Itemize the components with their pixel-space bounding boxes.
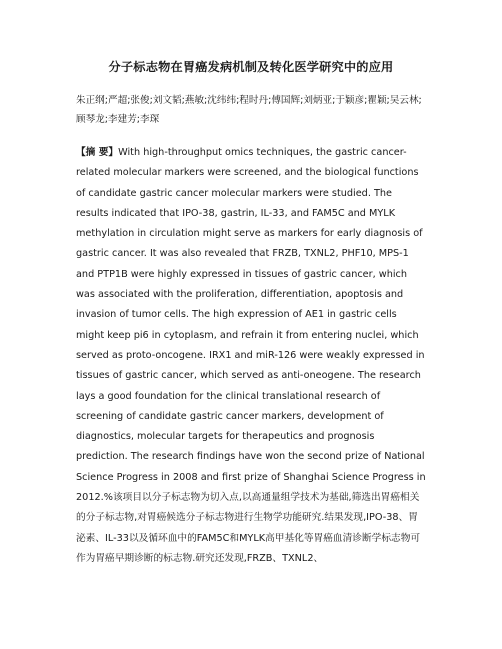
abstract-text: With high-throughput omics techniques, the gastric cancer-related molecular markers were screened, and the biological functions of candidate gastric cancer molecular markers were studied. The results indicated that IPO-38, gastrin, IL-33, and FAM5C and MYLK methylation in circulation might serve as markers for early diagnosis of gastric cancer. It was also revealed that FRZB, TXNL2, PHF10, MPS-1 and PTP1B were highly expressed in tissues of gastric cancer, which was associated with the proliferation, differentiation, apoptosis and invasion of tumor cells. The high expression of AE1 in gastric cells might keep pi6 in cytoplasm, and refrain it from entering nuclei, which served as proto-oncogene. IRX1 and miR-126 were weakly expressed in tissues of gastric cancer, which served as anti-oneogene. The research lays a good foundation for the clinical translational research of screening of candidate gastric cancer markers, development of diagnostics, molecular targets for therapeutics and prognosis prediction. The research findings have won the second prize of National Science Progress in 2008 and first prize of Shanghai Science Progress in 2012.%该项目以分子标志物为切入点,以高通量组学技术为基础,筛选出胃癌相关的分子标志物,对胃癌候选分子标志物进行生物学功能研究.结果发现,IPO-38、胃泌素、IL-33以及循环血中的FAM5C和MYLK高甲基化等胃癌血清诊断学标志物可作为胃癌早期诊断的标志物.研究还发现,FRZB、TXNL2、 bbox=[76, 147, 426, 564]
abstract-label: 【摘 要】 bbox=[76, 147, 119, 158]
document-title: 分子标志物在胃癌发病机制及转化医学研究中的应用 bbox=[108, 60, 394, 74]
author-list: 朱正纲;严超;张俊;刘文韬;燕敏;沈纬纬;程时丹;傅国辉;刘炳亚;于颖彦;瞿颖;吴云林;顾琴龙;李建芳;李琛 bbox=[76, 95, 422, 125]
abstract bbox=[76, 143, 426, 569]
